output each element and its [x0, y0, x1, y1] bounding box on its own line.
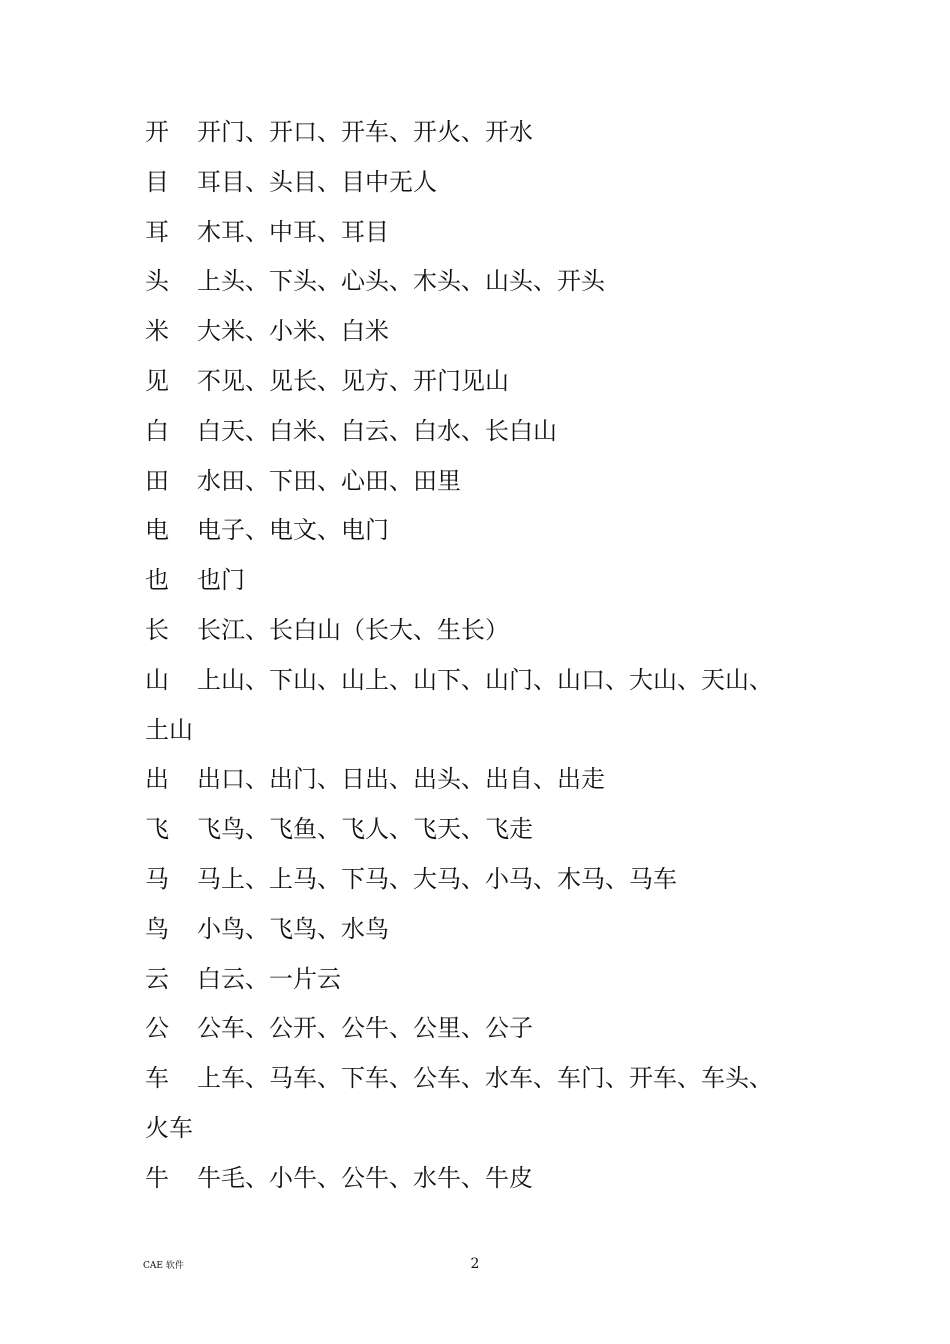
entry-words: 开门、开口、开车、开火、开水 — [197, 118, 533, 146]
vocabulary-entry — [145, 108, 825, 158]
entry-words: 飞鸟、飞鱼、飞人、飞天、飞走 — [197, 815, 533, 844]
vocabulary-entry — [145, 656, 825, 706]
vocabulary-entry — [145, 158, 825, 208]
entry-words: 长江、长白山（长大、生长） — [197, 615, 509, 644]
entry-words: 马上、上马、下马、大马、小马、木马、马车 — [197, 864, 677, 893]
vocabulary-entry — [145, 556, 825, 606]
entry-words: 大米、小米、白米 — [197, 317, 389, 346]
vocabulary-entry — [145, 855, 825, 905]
entry-words: 出口、出门、日出、出头、出自、出走 — [197, 765, 605, 794]
entry-words: 上车、马车、下车、公车、水车、车门、开车、车头、 — [197, 1064, 773, 1093]
vocabulary-list — [145, 108, 825, 1204]
vocabulary-entry — [145, 1054, 825, 1104]
vocabulary-entry — [145, 805, 825, 855]
entry-words: 上头、下头、心头、木头、山头、开头 — [197, 267, 605, 296]
footer-label: CAE 软件 — [143, 1261, 184, 1271]
entry-character: 山 — [145, 665, 169, 694]
entry-words-continued: 土山 — [145, 715, 193, 744]
vocabulary-entry — [145, 1004, 825, 1054]
entry-words: 木耳、中耳、耳目 — [197, 217, 389, 246]
entry-character: 耳 — [145, 217, 169, 246]
vocabulary-entry — [145, 1154, 825, 1204]
entry-character: 马 — [145, 864, 169, 893]
entry-words: 耳目、头目、目中无人 — [197, 167, 437, 196]
entry-character: 见 — [145, 366, 169, 395]
vocabulary-entry — [145, 257, 825, 307]
vocabulary-entry — [145, 457, 825, 507]
entry-words: 也门 — [197, 566, 245, 595]
entry-words: 不见、见长、见方、开门见山 — [197, 366, 509, 395]
entry-character: 田 — [145, 466, 169, 495]
vocabulary-entry — [145, 407, 825, 457]
entry-character: 云 — [145, 964, 169, 993]
entry-words: 白云、一片云 — [197, 964, 341, 993]
entry-character: 长 — [145, 615, 169, 644]
entry-character: 头 — [145, 267, 169, 296]
entry-character: 也 — [145, 566, 169, 595]
vocabulary-entry — [145, 357, 825, 407]
entry-character: 车 — [145, 1064, 169, 1093]
entry-words: 电子、电文、电门 — [197, 516, 389, 545]
vocabulary-entry — [145, 755, 825, 805]
entry-words: 牛毛、小牛、公牛、水牛、牛皮 — [197, 1163, 533, 1192]
entry-character: 牛 — [145, 1163, 169, 1192]
entry-character: 开 — [145, 118, 169, 146]
entry-words: 水田、下田、心田、田里 — [197, 466, 461, 495]
vocabulary-entry — [145, 955, 825, 1005]
entry-character: 出 — [145, 765, 169, 794]
page-number: 2 — [470, 1256, 480, 1272]
vocabulary-entry-continuation — [145, 706, 825, 756]
vocabulary-entry-continuation — [145, 1104, 825, 1154]
entry-character: 米 — [145, 317, 169, 346]
vocabulary-entry — [145, 905, 825, 955]
entry-words-continued: 火车 — [145, 1113, 193, 1142]
entry-character: 公 — [145, 1014, 169, 1043]
entry-words: 公车、公开、公牛、公里、公子 — [197, 1014, 533, 1043]
entry-character: 飞 — [145, 815, 169, 844]
vocabulary-entry — [145, 208, 825, 258]
entry-character: 白 — [145, 416, 169, 445]
entry-words: 白天、白米、白云、白水、长白山 — [197, 416, 557, 445]
entry-words: 上山、下山、山上、山下、山门、山口、大山、天山、 — [197, 665, 773, 694]
entry-character: 电 — [145, 516, 169, 545]
vocabulary-entry — [145, 606, 825, 656]
vocabulary-entry — [145, 506, 825, 556]
entry-character: 目 — [145, 167, 169, 196]
entry-words: 小鸟、飞鸟、水鸟 — [197, 914, 389, 943]
entry-character: 鸟 — [145, 914, 169, 943]
vocabulary-entry — [145, 307, 825, 357]
